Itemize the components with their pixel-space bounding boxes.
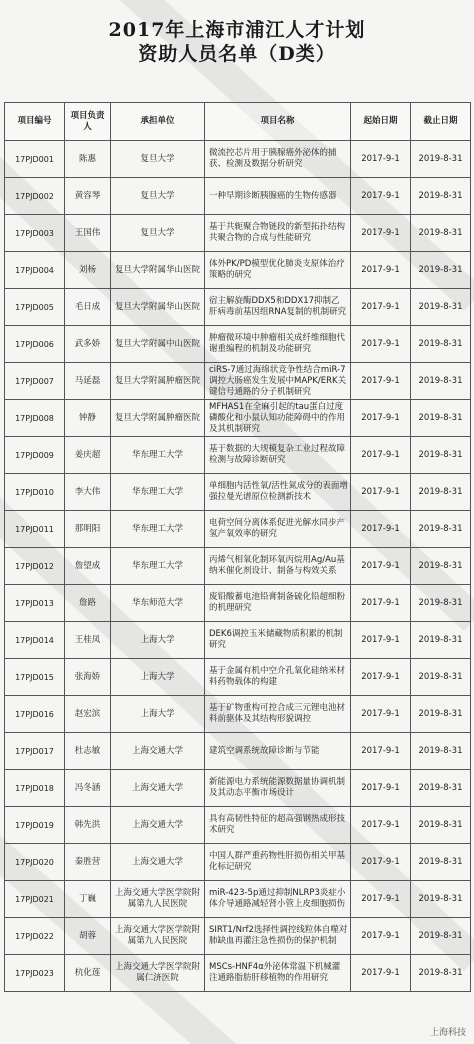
cell-project: 基于共轭聚合物链段的新型拓扑结构共聚合物的合成与性能研究	[205, 215, 351, 252]
cell-unit: 上海交通大学	[111, 844, 205, 881]
cell-project: SIRT1/Nrf2选择性调控线粒体自噬对肺缺血再灌注急性损伤的保护机制	[205, 918, 351, 955]
cell-leader: 张海娇	[65, 659, 111, 696]
cell-start: 2017-9-1	[351, 659, 411, 696]
cell-code: 17PJD007	[5, 363, 65, 400]
cell-end: 2019-8-31	[411, 733, 471, 770]
cell-unit: 复旦大学	[111, 215, 205, 252]
cell-project: 宿主解旋酶DDX5和DDX17抑制乙肝病毒前基因组RNA复制的机制研究	[205, 289, 351, 326]
cell-code: 17PJD012	[5, 548, 65, 585]
cell-end: 2019-8-31	[411, 659, 471, 696]
cell-leader: 钟静	[65, 400, 111, 437]
cell-leader: 王桂凤	[65, 622, 111, 659]
cell-project: miR-423-5p通过抑制NLRP3炎症小体介导通路减轻肾小管上皮细胞损伤	[205, 881, 351, 918]
cell-leader: 那明阳	[65, 511, 111, 548]
cell-code: 17PJD016	[5, 696, 65, 733]
cell-start: 2017-9-1	[351, 437, 411, 474]
cell-unit: 上海交通大学	[111, 807, 205, 844]
cell-end: 2019-8-31	[411, 363, 471, 400]
table-row	[5, 178, 471, 215]
cell-start: 2017-9-1	[351, 252, 411, 289]
cell-unit: 上海交通大学	[111, 733, 205, 770]
cell-end: 2019-8-31	[411, 474, 471, 511]
table-row	[5, 474, 471, 511]
cell-start: 2017-9-1	[351, 955, 411, 992]
cell-project: 肿瘤微环境中肿瘤相关成纤维细胞代谢重编程的机制及功能研究	[205, 326, 351, 363]
cell-code: 17PJD003	[5, 215, 65, 252]
cell-unit: 上海交通大学	[111, 770, 205, 807]
table-row	[5, 918, 471, 955]
cell-unit: 上海交通大学医学院附属第九人民医院	[111, 918, 205, 955]
cell-leader: 丁巍	[65, 881, 111, 918]
table-row	[5, 548, 471, 585]
cell-leader: 詹路	[65, 585, 111, 622]
cell-start: 2017-9-1	[351, 289, 411, 326]
cell-start: 2017-9-1	[351, 622, 411, 659]
cell-start: 2017-9-1	[351, 511, 411, 548]
cell-unit: 复旦大学附属华山医院	[111, 252, 205, 289]
cell-code: 17PJD015	[5, 659, 65, 696]
table-row	[5, 733, 471, 770]
cell-code: 17PJD014	[5, 622, 65, 659]
cell-project: 一种早期诊断胰腺癌的生物传感器	[205, 178, 351, 215]
cell-start: 2017-9-1	[351, 326, 411, 363]
cell-end: 2019-8-31	[411, 622, 471, 659]
cell-unit: 复旦大学附属肿瘤医院	[111, 363, 205, 400]
table-row	[5, 807, 471, 844]
cell-start: 2017-9-1	[351, 363, 411, 400]
cell-leader: 冯冬涵	[65, 770, 111, 807]
cell-code: 17PJD013	[5, 585, 65, 622]
cell-end: 2019-8-31	[411, 955, 471, 992]
cell-leader: 李大伟	[65, 474, 111, 511]
cell-end: 2019-8-31	[411, 844, 471, 881]
cell-unit: 上海大学	[111, 696, 205, 733]
cell-leader: 马延磊	[65, 363, 111, 400]
table-row	[5, 289, 471, 326]
cell-start: 2017-9-1	[351, 770, 411, 807]
cell-start: 2017-9-1	[351, 215, 411, 252]
cell-unit: 复旦大学附属肿瘤医院	[111, 400, 205, 437]
cell-project: 丙烯气相氧化制环氧丙烷用Ag/Au基纳米催化剂设计、制备与构效关系	[205, 548, 351, 585]
table-body	[5, 141, 471, 992]
cell-end: 2019-8-31	[411, 511, 471, 548]
cell-project: ciRS-7通过海绵状竞争性结合miR-7调控大肠癌发生发展中MAPK/ERK关键信号通路的分子机制研究	[205, 363, 351, 400]
cell-unit: 复旦大学附属中山医院	[111, 326, 205, 363]
table-row	[5, 437, 471, 474]
cell-end: 2019-8-31	[411, 141, 471, 178]
cell-end: 2019-8-31	[411, 881, 471, 918]
table-row	[5, 141, 471, 178]
corner-watermark-text: 上海科技	[429, 1028, 466, 1038]
cell-code: 17PJD019	[5, 807, 65, 844]
cell-start: 2017-9-1	[351, 178, 411, 215]
table-row	[5, 955, 471, 992]
cell-start: 2017-9-1	[351, 918, 411, 955]
cell-start: 2017-9-1	[351, 474, 411, 511]
header-leader: 项目负责人	[65, 103, 111, 141]
cell-code: 17PJD011	[5, 511, 65, 548]
cell-project: 建筑空调系统故障诊断与节能	[205, 733, 351, 770]
cell-code: 17PJD009	[5, 437, 65, 474]
cell-project: 基于金属有机中空介孔氧化硅纳米材料药物载体的构建	[205, 659, 351, 696]
cell-end: 2019-8-31	[411, 326, 471, 363]
funding-table-wrap	[4, 102, 470, 992]
cell-leader: 赵宏滨	[65, 696, 111, 733]
table-row	[5, 659, 471, 696]
header-project: 项目名称	[205, 103, 351, 141]
cell-project: 电荷空间分离体系促进光解水同步产氢产氧效率的研究	[205, 511, 351, 548]
cell-code: 17PJD018	[5, 770, 65, 807]
cell-start: 2017-9-1	[351, 400, 411, 437]
cell-project: DEK6调控玉米储藏物质积累的机制研究	[205, 622, 351, 659]
cell-leader: 胡蓉	[65, 918, 111, 955]
cell-code: 17PJD017	[5, 733, 65, 770]
cell-end: 2019-8-31	[411, 215, 471, 252]
cell-project: 中国人群严重药物性肝损伤相关甲基化标记研究	[205, 844, 351, 881]
cell-unit: 华东师范大学	[111, 585, 205, 622]
table-row	[5, 696, 471, 733]
cell-code: 17PJD005	[5, 289, 65, 326]
cell-project: 基于数据的大规模复杂工业过程故障检测与故障诊断研究	[205, 437, 351, 474]
cell-code: 17PJD023	[5, 955, 65, 992]
cell-unit: 华东理工大学	[111, 511, 205, 548]
cell-start: 2017-9-1	[351, 141, 411, 178]
cell-start: 2017-9-1	[351, 548, 411, 585]
cell-end: 2019-8-31	[411, 807, 471, 844]
funding-table	[4, 102, 471, 992]
header-end: 截止日期	[411, 103, 471, 141]
cell-project: 新能源电力系统能源数据量协调机制及其动态平衡市场设计	[205, 770, 351, 807]
cell-end: 2019-8-31	[411, 289, 471, 326]
cell-end: 2019-8-31	[411, 252, 471, 289]
table-row	[5, 511, 471, 548]
cell-unit: 上海交通大学医学院附属第九人民医院	[111, 881, 205, 918]
cell-leader: 姜庆超	[65, 437, 111, 474]
cell-leader: 杜志敏	[65, 733, 111, 770]
table-row	[5, 400, 471, 437]
cell-leader: 黄容琴	[65, 178, 111, 215]
cell-leader: 杭化莲	[65, 955, 111, 992]
cell-code: 17PJD010	[5, 474, 65, 511]
cell-unit: 华东理工大学	[111, 437, 205, 474]
cell-start: 2017-9-1	[351, 844, 411, 881]
cell-leader: 王国伟	[65, 215, 111, 252]
header-code: 项目编号	[5, 103, 65, 141]
cell-end: 2019-8-31	[411, 437, 471, 474]
cell-end: 2019-8-31	[411, 770, 471, 807]
table-row	[5, 363, 471, 400]
cell-project: 具有高韧性特征的超高强钢热成形技术研究	[205, 807, 351, 844]
table-row	[5, 215, 471, 252]
cell-project: MFHAS1在全麻引起的tau蛋白过度磷酸化和小鼠认知功能障碍中的作用及其机制研究	[205, 400, 351, 437]
cell-leader: 韩先洪	[65, 807, 111, 844]
table-row	[5, 585, 471, 622]
header-start: 起始日期	[351, 103, 411, 141]
table-row	[5, 881, 471, 918]
table-row	[5, 844, 471, 881]
cell-code: 17PJD002	[5, 178, 65, 215]
cell-code: 17PJD008	[5, 400, 65, 437]
cell-leader: 陈惠	[65, 141, 111, 178]
cell-code: 17PJD004	[5, 252, 65, 289]
page-subtitle: 资助人员名单（D类）	[138, 43, 336, 65]
table-row	[5, 252, 471, 289]
title-block	[0, 18, 474, 66]
header-unit: 承担单位	[111, 103, 205, 141]
cell-leader: 毛日成	[65, 289, 111, 326]
cell-project: 单细胞内活性氧/活性氮成分的表面增强拉曼光谱原位检测新技术	[205, 474, 351, 511]
cell-end: 2019-8-31	[411, 585, 471, 622]
cell-code: 17PJD001	[5, 141, 65, 178]
cell-leader: 詹望成	[65, 548, 111, 585]
cell-code: 17PJD022	[5, 918, 65, 955]
cell-unit: 复旦大学	[111, 178, 205, 215]
cell-end: 2019-8-31	[411, 696, 471, 733]
cell-unit: 华东理工大学	[111, 548, 205, 585]
table-row	[5, 622, 471, 659]
cell-end: 2019-8-31	[411, 548, 471, 585]
cell-project: 废铅酸蓄电池铅膏制备硫化铅超细粉的机理研究	[205, 585, 351, 622]
cell-leader: 秦胜营	[65, 844, 111, 881]
cell-unit: 华东理工大学	[111, 474, 205, 511]
cell-code: 17PJD020	[5, 844, 65, 881]
cell-start: 2017-9-1	[351, 807, 411, 844]
cell-leader: 刘杨	[65, 252, 111, 289]
cell-start: 2017-9-1	[351, 881, 411, 918]
table-row	[5, 326, 471, 363]
page-title: 2017年上海市浦江人才计划	[108, 19, 366, 41]
table-header-row	[5, 103, 471, 141]
cell-unit: 复旦大学	[111, 141, 205, 178]
cell-project: 基于矿物重构可控合成三元锂电池材料前驱体及其结构形貌调控	[205, 696, 351, 733]
cell-leader: 武多娇	[65, 326, 111, 363]
cell-code: 17PJD006	[5, 326, 65, 363]
cell-end: 2019-8-31	[411, 918, 471, 955]
cell-end: 2019-8-31	[411, 400, 471, 437]
cell-start: 2017-9-1	[351, 733, 411, 770]
cell-project: 微流控芯片用于胰腺癌外泌体的捕获、检测及数据分析研究	[205, 141, 351, 178]
cell-start: 2017-9-1	[351, 585, 411, 622]
cell-unit: 上海大学	[111, 622, 205, 659]
cell-code: 17PJD021	[5, 881, 65, 918]
table-row	[5, 770, 471, 807]
cell-unit: 复旦大学附属华山医院	[111, 289, 205, 326]
cell-end: 2019-8-31	[411, 178, 471, 215]
cell-project: 体外PK/PD模型优化肺炎支原体治疗策略的研究	[205, 252, 351, 289]
cell-start: 2017-9-1	[351, 696, 411, 733]
cell-unit: 上海大学	[111, 659, 205, 696]
cell-unit: 上海交通大学医学院附属仁济医院	[111, 955, 205, 992]
cell-project: MSCs-HNF4α外泌体常温下机械灌注通路脂肪肝移植物的作用研究	[205, 955, 351, 992]
